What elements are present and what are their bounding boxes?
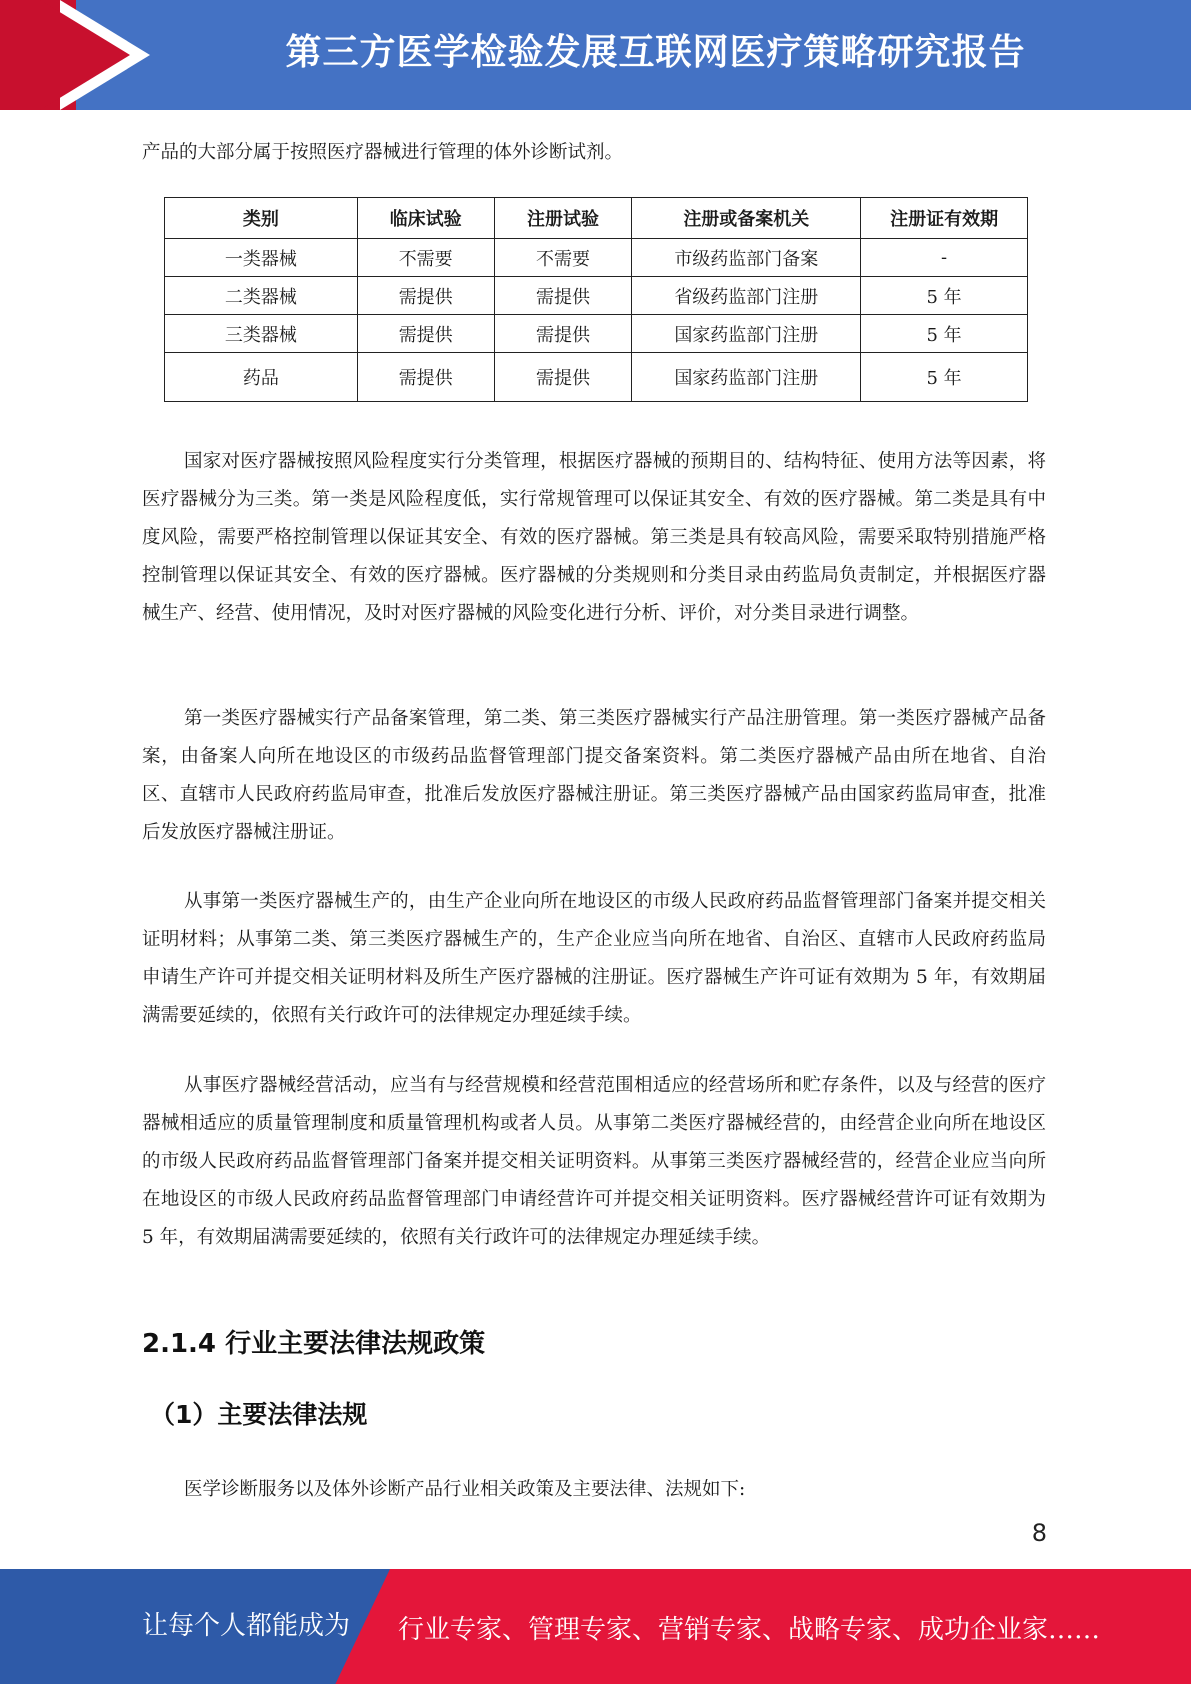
header-arrow-icon <box>40 0 130 110</box>
report-title: 第三方医学检验发展互联网医疗策略研究报告 <box>285 32 1026 73</box>
table-cell: 需提供 <box>357 277 494 315</box>
sub-heading: （1）主要法律法规 <box>150 1400 368 1429</box>
table-cell: 需提供 <box>494 315 632 353</box>
table-cell: 5 年 <box>861 277 1028 315</box>
table-row <box>165 353 1028 402</box>
table-cell: 国家药监部门注册 <box>632 353 861 402</box>
table-cell: 需提供 <box>494 353 632 402</box>
page-header <box>0 0 1191 110</box>
closing-block <box>142 1471 1046 1509</box>
paragraph-block-1 <box>142 443 1046 633</box>
paragraph-block-3 <box>142 883 1046 1035</box>
col-header-validity: 注册证有效期 <box>861 198 1028 239</box>
table-header-row <box>165 198 1028 239</box>
col-header-registration-trial: 注册试验 <box>494 198 632 239</box>
body-paragraph: 从事第一类医疗器械生产的，由生产企业向所在地设区的市级人民政府药品监督管理部门备案并提交相关证明材料；从事第二类、第三类医疗器械生产的，生产企业应当向所在地省、自治区、直辖市人民政府药监局申请生产许可并提交相关证明材料及所生产医疗器械的注册证。医疗器械生产许可证有效期为 5 年，有效期届满需要延续的，依照有关行政许可的法律规定办理延续手续。 <box>142 891 1046 1026</box>
table-cell: 不需要 <box>494 239 632 277</box>
closing-line: 医学诊断服务以及体外诊断产品行业相关政策及主要法律、法规如下: <box>184 1479 746 1500</box>
col-header-clinical-trial: 临床试验 <box>357 198 494 239</box>
body-paragraph: 从事医疗器械经营活动，应当有与经营规模和经营范围相适应的经营场所和贮存条件，以及与经营的医疗器械相适应的质量管理制度和质量管理机构或者人员。从事第二类医疗器械经营的，由经营企业向所在地设区的市级人民政府药品监督管理部门备案并提交相关证明资料。从事第三类医疗器械经营的，经营企业应当向所在地设区的市级人民政府药品监督管理部门申请经营许可并提交相关证明资料。医疗器械经营许可证有效期为 5 年，有效期届满需要延续的，依照有关行政许可的法律规定办理延续手续。 <box>142 1075 1046 1248</box>
intro-line: 产品的大部分属于按照医疗器械进行管理的体外诊断试剂。 <box>142 142 624 163</box>
col-header-category: 类别 <box>165 198 358 239</box>
col-header-authority: 注册或备案机关 <box>632 198 861 239</box>
table-cell: 省级药监部门注册 <box>632 277 861 315</box>
table-cell: 需提供 <box>357 353 494 402</box>
table-cell: 不需要 <box>357 239 494 277</box>
table-row <box>165 239 1028 277</box>
body-paragraph: 第一类医疗器械实行产品备案管理，第二类、第三类医疗器械实行产品注册管理。第一类医疗器械产品备案，由备案人向所在地设区的市级药品监督管理部门提交备案资料。第二类医疗器械产品由所在地省、自治区、直辖市人民政府药监局审查，批准后发放医疗器械注册证。第三类医疗器械产品由国家药监局审查，批准后发放医疗器械注册证。 <box>142 708 1046 843</box>
table-cell: 需提供 <box>494 277 632 315</box>
table-cell: 药品 <box>165 353 358 402</box>
table-cell: 二类器械 <box>165 277 358 315</box>
table-cell: 一类器械 <box>165 239 358 277</box>
table-cell: - <box>861 239 1028 277</box>
footer-slogan-right: 行业专家、管理专家、营销专家、战略专家、成功企业家…… <box>398 1615 1101 1645</box>
paragraph-block-4 <box>142 1067 1046 1257</box>
table-cell: 5 年 <box>861 353 1028 402</box>
table-cell: 国家药监部门注册 <box>632 315 861 353</box>
registration-table <box>164 197 1028 402</box>
page-number: 8 <box>1031 1519 1047 1547</box>
table-row <box>165 315 1028 353</box>
table-cell: 三类器械 <box>165 315 358 353</box>
footer-slogan-left: 让每个人都能成为 <box>142 1611 351 1641</box>
section-heading: 2.1.4 行业主要法律法规政策 <box>142 1329 486 1359</box>
table-cell: 5 年 <box>861 315 1028 353</box>
body-paragraph: 国家对医疗器械按照风险程度实行分类管理，根据医疗器械的预期目的、结构特征、使用方法等因素，将医疗器械分为三类。第一类是风险程度低，实行常规管理可以保证其安全、有效的医疗器械。第二类是具有中度风险，需要严格控制管理以保证其安全、有效的医疗器械。第三类是具有较高风险，需要采取特别措施严格控制管理以保证其安全、有效的医疗器械。医疗器械的分类规则和分类目录由药监局负责制定，并根据医疗器械生产、经营、使用情况，及时对医疗器械的风险变化进行分析、评价，对分类目录进行调整。 <box>142 451 1046 624</box>
intro-block <box>142 134 1046 172</box>
table-cell: 市级药监部门备案 <box>632 239 861 277</box>
paragraph-block-2 <box>142 700 1046 852</box>
page-footer <box>0 1569 1191 1684</box>
table-cell: 需提供 <box>357 315 494 353</box>
table-row <box>165 277 1028 315</box>
